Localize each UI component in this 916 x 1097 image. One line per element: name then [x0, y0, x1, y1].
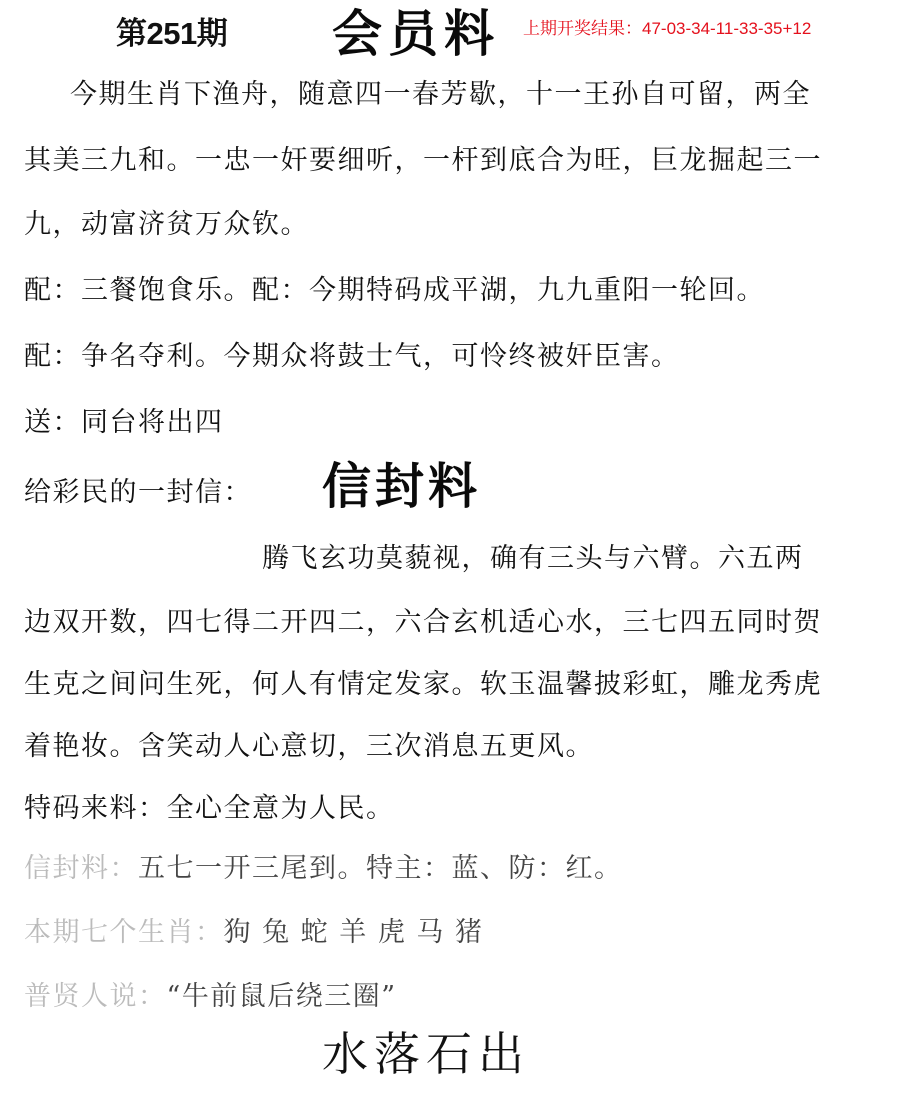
- faded-line: [24, 846, 623, 885]
- letter-line: 着艳妆。含笑动人心意切，三次消息五更风。: [24, 731, 594, 762]
- faded-line: [24, 910, 484, 949]
- letter-line: 生克之间问生死，何人有情定发家。软玉温馨披彩虹，雕龙秀虎: [24, 669, 822, 700]
- member-line: 九，动富济贫万众钦。: [24, 209, 309, 240]
- letter-label: 给彩民的一封信：: [24, 477, 252, 508]
- member-line: 今期生肖下渔舟，随意四一春芳歇，十一王孙自可留，两全: [70, 79, 811, 110]
- letter-title: 信封料: [322, 457, 482, 515]
- member-line: 其美三九和。一忠一奸要细听，一杆到底合为旺，巨龙掘起三一: [24, 145, 822, 176]
- member-line: 配：三餐饱食乐。配：今期特码成平湖，九九重阳一轮回。: [24, 275, 765, 306]
- member-line: 配：争名夺利。今期众将鼓士气，可怜终被奸臣害。: [24, 341, 680, 372]
- faded-line-lead: 本期七个生肖：: [24, 917, 224, 948]
- faded-line-text: “牛前鼠后绕三圈”: [166, 981, 397, 1012]
- faded-line-text: 五七一开三尾到。特主：蓝、防：红。: [138, 853, 623, 884]
- page-title: 会员料: [332, 4, 500, 63]
- faded-line-lead: 普贤人说：: [24, 981, 167, 1012]
- member-line: 送：同台将出四: [24, 407, 224, 438]
- letter-line: 边双开数，四七得二开四二，六合玄机适心水，三七四五同时贺: [24, 607, 822, 638]
- closing-phrase: 水落石出: [322, 1027, 530, 1081]
- issue-number: 第251期: [116, 16, 228, 51]
- faded-line-lead: 信封料：: [24, 853, 138, 884]
- faded-line-text: 狗 兔 蛇 羊 虎 马 猪: [223, 917, 484, 948]
- special-line: 特码来料：全心全意为人民。: [24, 793, 395, 824]
- letter-line: 腾飞玄功莫藐视，确有三头与六臂。六五两: [262, 543, 804, 574]
- last-draw-result: 上期开奖结果：47-03-34-11-33-35+12: [523, 19, 812, 38]
- faded-line: [24, 974, 397, 1013]
